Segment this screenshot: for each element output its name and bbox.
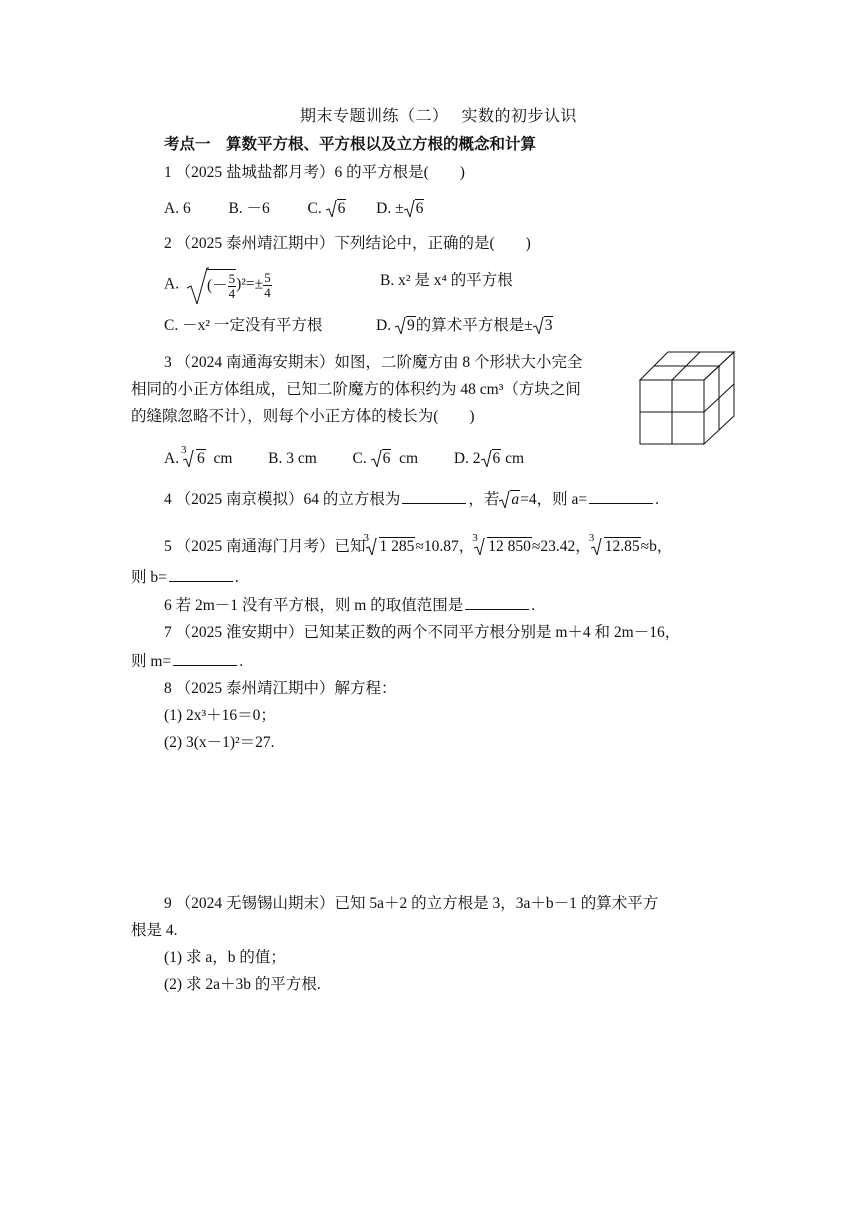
q2-option-d: D. 9的算术平方根是± 3 — [376, 317, 553, 334]
question-1-stem: 1 （2025 盐城盐都月考）6 的平方根是( ) — [164, 164, 465, 181]
q1-option-c: C. 6 — [308, 200, 347, 217]
question-1-options — [164, 198, 424, 220]
q3-option-b: B. 3 cm — [268, 450, 317, 467]
question-9-line1: 9 （2024 无锡锡山期末）已知 5a＋2 的立方根是 3，3a＋b－1 的算术平方 — [164, 895, 659, 912]
page-title: 期末专题训练（二） 实数的初步认识 — [300, 108, 578, 125]
answer-blank[interactable] — [465, 594, 529, 610]
answer-blank[interactable] — [173, 650, 237, 666]
q1-option-a: A. 6 — [164, 200, 191, 217]
question-7-line1: 7 （2025 淮安期中）已知某正数的两个不同平方根分别是 m＋4 和 2m－16， — [164, 624, 681, 641]
question-9-part2: (2) 求 2a＋3b 的平方根. — [164, 976, 321, 993]
question-5-line2: 则 b= . — [131, 566, 239, 589]
question-2-stem: 2 （2025 泰州靖江期中）下列结论中，正确的是( ) — [164, 235, 531, 252]
question-3-line2: 相同的小正方体组成，已知二阶魔方的体积约为 48 cm³（方块之间 — [131, 381, 581, 398]
rubiks-cube-figure — [638, 350, 738, 446]
q3-option-d: D. 2 6 cm — [453, 450, 525, 467]
question-5-line1: 5 （2025 南通海门月考）已知 3 1 285≈10.87， 3 12 850≈23.42， 3 12.85≈b， — [164, 532, 673, 555]
answer-blank[interactable] — [169, 566, 233, 582]
question-9-part1: (1) 求 a，b 的值； — [164, 949, 286, 966]
q2-option-a: A. (－ $\frac{5}{4}$ )²=± $\frac{5}{4}$ — [164, 266, 272, 302]
question-8-stem: 8 （2025 泰州靖江期中）解方程： — [164, 680, 397, 697]
q3-option-c: C. 6 cm — [352, 450, 419, 467]
q3-options — [164, 444, 525, 470]
sqrt-symbol: 6 — [326, 198, 347, 220]
answer-blank[interactable] — [402, 488, 466, 504]
answer-blank[interactable] — [589, 488, 653, 504]
question-6: 6 若 2m－1 没有平方根，则 m 的取值范围是 . — [164, 594, 535, 617]
q2-option-c: C. －x² 一定没有平方根 — [164, 317, 323, 334]
q3-option-a: A. 3 6 cm — [164, 444, 233, 467]
question-8-part2: (2) 3(x－1)²＝27. — [164, 734, 275, 751]
q1-option-b: B. －6 — [228, 200, 270, 217]
question-8-part1: (1) 2x³＋16＝0； — [164, 707, 276, 724]
question-4: 4 （2025 南京模拟）64 的立方根为 ，若 a=4，则 a= . — [164, 488, 659, 511]
question-3-line3: 的缝隙忽略不计），则每个小正方体的棱长为( ) — [131, 408, 475, 425]
q1-option-d: D. ± 6 — [376, 200, 424, 217]
question-7-line2: 则 m= . — [131, 650, 243, 673]
section-heading: 考点一 算数平方根、平方根以及立方根的概念和计算 — [164, 136, 537, 153]
q2-option-b: B. x² 是 x⁴ 的平方根 — [380, 272, 513, 289]
big-sqrt-icon — [187, 266, 209, 304]
question-9-line2: 根是 4. — [131, 922, 178, 939]
question-3-line1: 3 （2024 南通海安期末）如图，二阶魔方由 8 个形状大小完全 — [164, 354, 583, 371]
